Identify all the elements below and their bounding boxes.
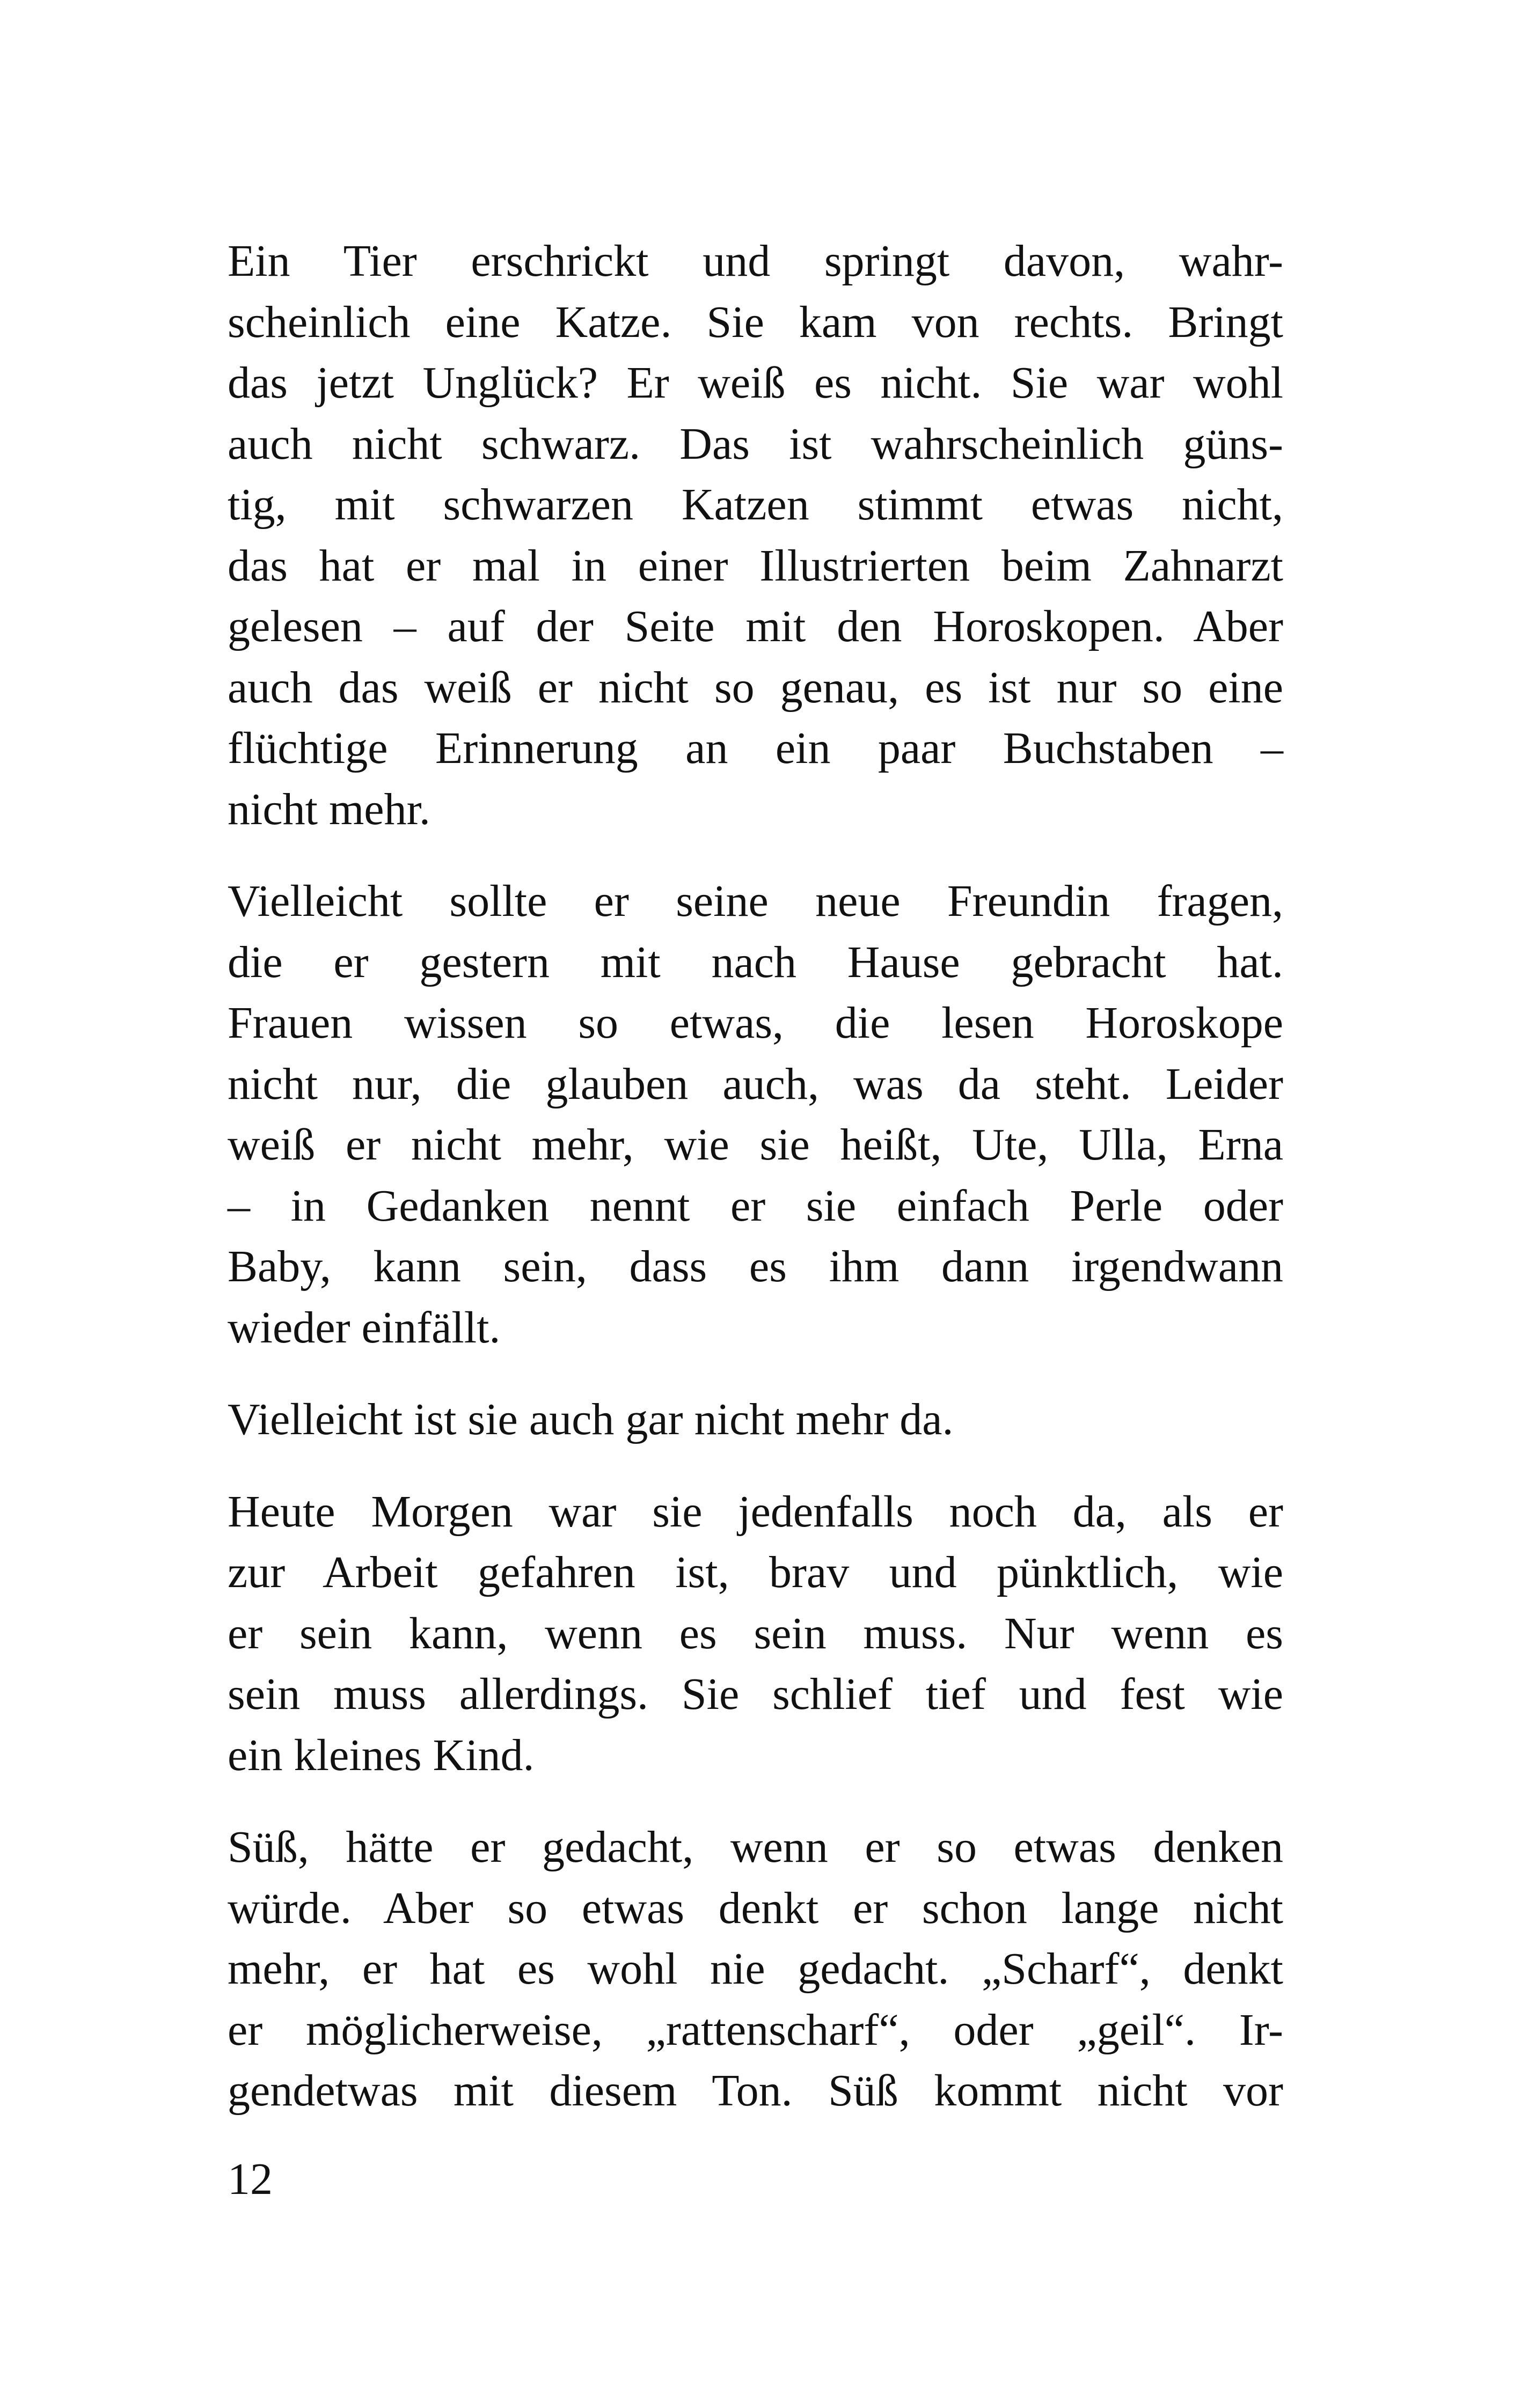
text-line: Heute Morgen war sie jedenfalls noch da, als er: [228, 1486, 1283, 1537]
text-line: sein muss allerdings. Sie schlief tief und fest wie: [228, 1669, 1283, 1719]
text-line: zur Arbeit gefahren ist, brav und pünktlich, wie: [228, 1547, 1283, 1597]
text-line: das jetzt Unglück? Er weiß es nicht. Sie war wohl: [228, 358, 1283, 408]
text-line: würde. Aber so etwas denkt er schon lange nicht: [228, 1883, 1283, 1933]
text-line: gendetwas mit diesem Ton. Süß kommt nicht vor: [228, 2066, 1283, 2116]
text-line: er möglicherweise, „rattenscharf“, oder „geil“. Ir-: [228, 2005, 1283, 2055]
paragraph: [228, 231, 1283, 840]
paragraph: [228, 1481, 1283, 1786]
text-line: flüchtige Erinnerung an ein paar Buchstaben –: [228, 723, 1283, 773]
text-line: Vielleicht ist sie auch gar nicht mehr da.: [228, 1394, 954, 1444]
text-line: Vielleicht sollte er seine neue Freundin fragen,: [228, 876, 1283, 926]
text-line: das hat er mal in einer Illustrierten beim Zahnarzt: [228, 540, 1283, 591]
text-line: wieder einfällt.: [228, 1302, 501, 1353]
text-line: er sein kann, wenn es sein muss. Nur wenn es: [228, 1608, 1283, 1658]
paragraph: [228, 1389, 1283, 1450]
text-line: die er gestern mit nach Hause gebracht hat.: [228, 937, 1283, 987]
body-text: [228, 231, 1283, 2153]
text-line: tig, mit schwarzen Katzen stimmt etwas nicht,: [228, 480, 1283, 530]
text-line: auch das weiß er nicht so genau, es ist nur so eine: [228, 662, 1283, 713]
text-line: ein kleines Kind.: [228, 1730, 535, 1780]
text-line: gelesen – auf der Seite mit den Horoskopen. Aber: [228, 601, 1283, 651]
text-line: Frauen wissen so etwas, die lesen Horoskope: [228, 998, 1283, 1048]
page-number: 12: [228, 2154, 273, 2204]
text-line: weiß er nicht mehr, wie sie heißt, Ute, Ulla, Erna: [228, 1120, 1283, 1170]
text-line: auch nicht schwarz. Das ist wahrscheinlich güns-: [228, 419, 1283, 469]
paragraph: [228, 1817, 1283, 2121]
text-line: Ein Tier erschrickt und springt davon, wahr-: [228, 236, 1283, 286]
text-line: nicht nur, die glauben auch, was da steht. Leider: [228, 1059, 1283, 1109]
text-line: nicht mehr.: [228, 784, 430, 834]
text-line: – in Gedanken nennt er sie einfach Perle oder: [228, 1180, 1283, 1231]
text-line: Baby, kann sein, dass es ihm dann irgendwann: [228, 1242, 1283, 1291]
text-line: scheinlich eine Katze. Sie kam von rechts. Bringt: [228, 297, 1283, 347]
text-line: mehr, er hat es wohl nie gedacht. „Scharf“, denkt: [228, 1944, 1283, 1994]
text-line: Süß, hätte er gedacht, wenn er so etwas denken: [228, 1822, 1283, 1872]
paragraph: [228, 871, 1283, 1358]
